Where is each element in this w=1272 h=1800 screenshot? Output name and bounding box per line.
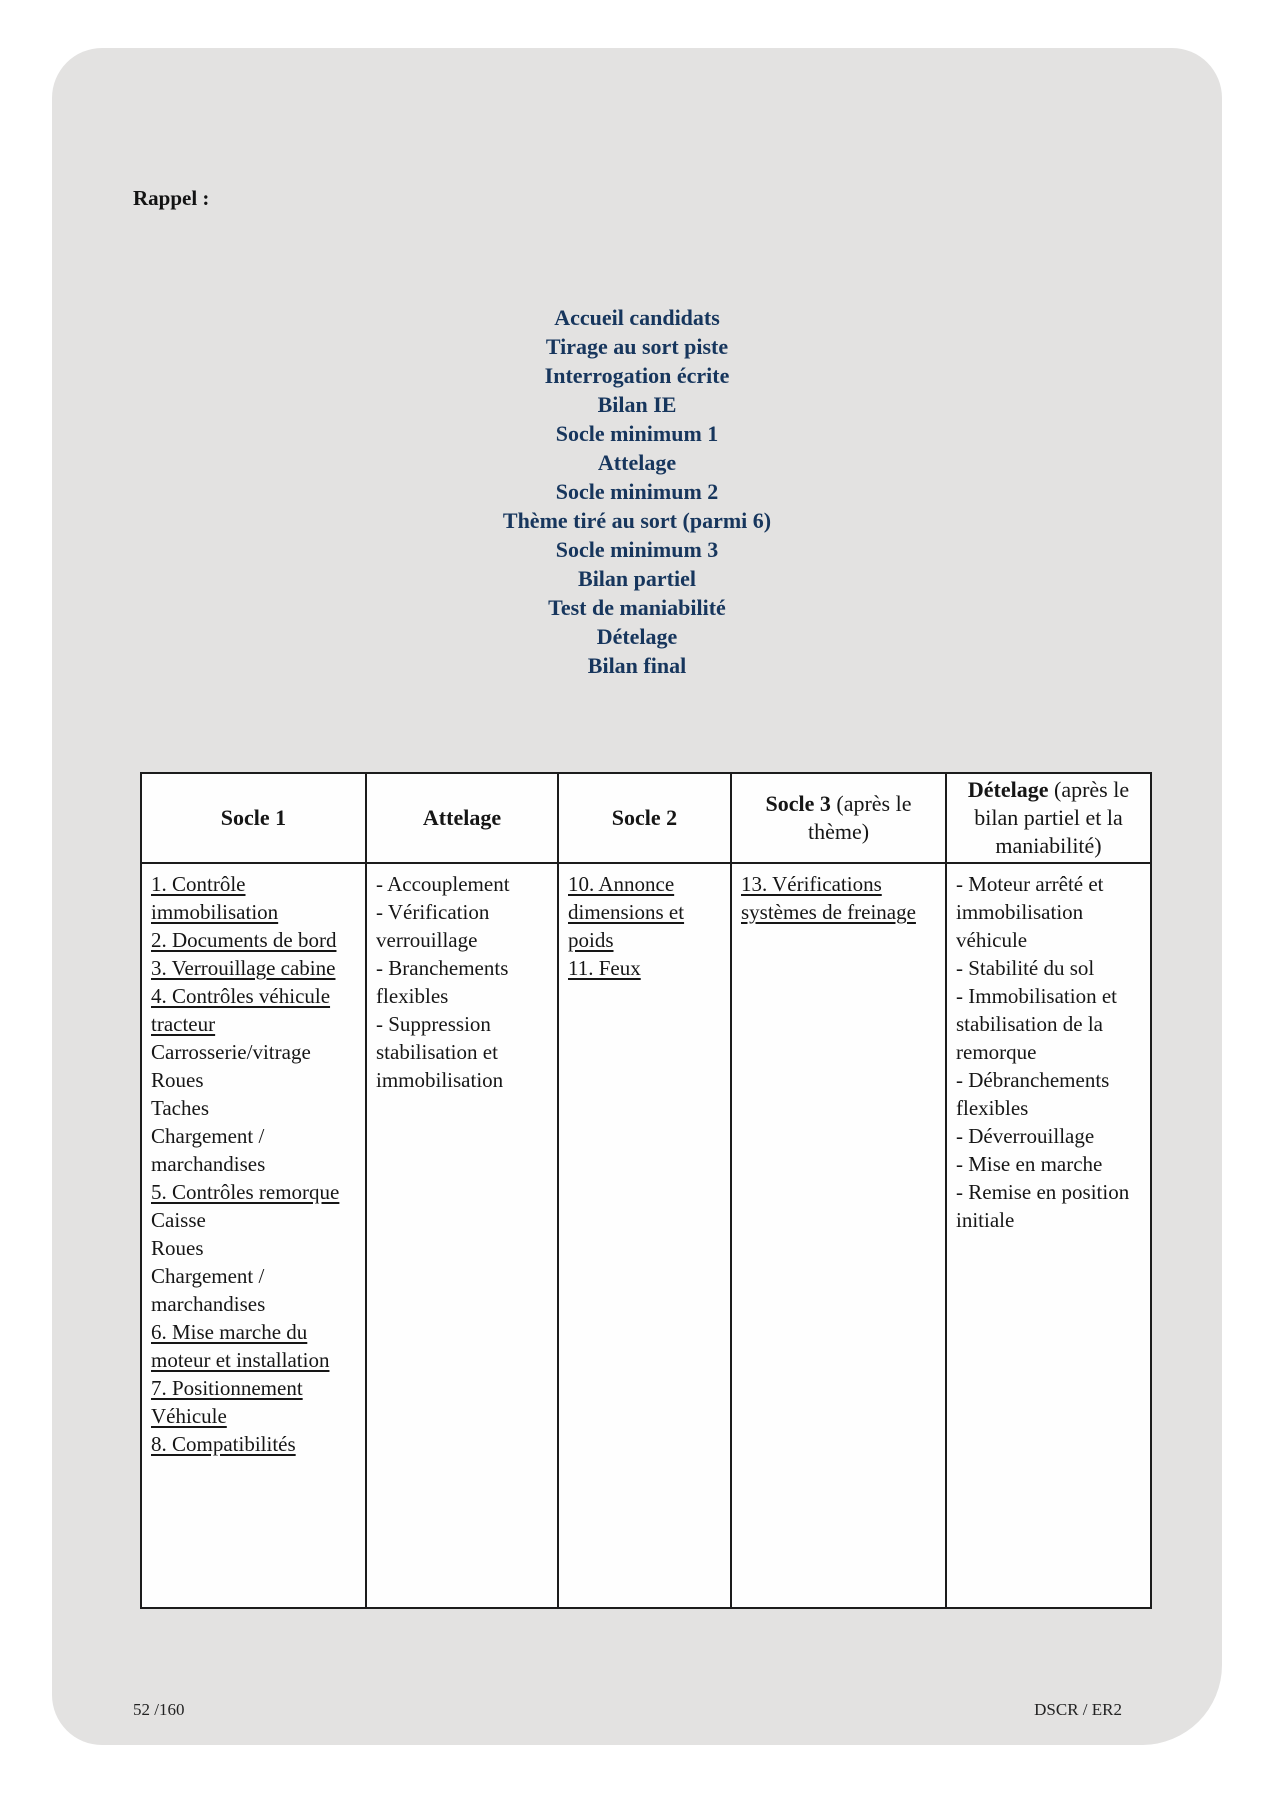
column-header: [366, 773, 558, 863]
column-header-title: Dételage: [967, 777, 1049, 802]
column-cell: [946, 863, 1151, 1608]
column-cell: [366, 863, 558, 1608]
sequence-item: Test de maniabilité: [548, 595, 726, 620]
checklist-subitem: Roues: [151, 1236, 204, 1260]
column-header: [731, 773, 946, 863]
column-header: [946, 773, 1151, 863]
column-header-note: (après le bilan partiel et la maniabilité): [974, 777, 1130, 858]
column-header-title: Socle 3: [765, 791, 831, 816]
sequence-item: Attelage: [597, 450, 677, 475]
checklist-subitem: Chargement / marchandises: [151, 1264, 266, 1316]
checklist-step: 11. Feux: [568, 956, 641, 980]
sequence-item: Bilan IE: [597, 392, 677, 417]
column-header-title: Socle 1: [220, 805, 287, 830]
sequence-item: Socle minimum 1: [555, 421, 719, 446]
checklist-subitem: Taches: [151, 1096, 209, 1120]
checklist-subitem: - Immobilisation et stabilisation de la remorque: [956, 984, 1117, 1064]
checklist-subitem: Roues: [151, 1068, 204, 1092]
exam-sequence-list: [52, 303, 1222, 680]
checklist-step: 2. Documents de bord: [151, 928, 337, 952]
checklist-subitem: - Moteur arrêté et immobilisation véhicule: [956, 872, 1104, 952]
exam-steps-table: [140, 772, 1152, 1609]
checklist-subitem: Carrosserie/vitrage: [151, 1040, 311, 1064]
document-reference: DSCR / ER2: [1034, 1700, 1122, 1719]
checklist-subitem: - Mise en marche: [956, 1152, 1103, 1176]
checklist-step: 13. Vérifications systèmes de freinage: [741, 872, 916, 924]
checklist-step: 7. Positionnement Véhicule: [151, 1376, 303, 1428]
page-number: 52 /160: [133, 1700, 185, 1719]
checklist-step: 4. Contrôles véhicule tracteur: [151, 984, 331, 1036]
checklist-subitem: - Branchements flexibles: [376, 956, 509, 1008]
table-header-row: [141, 773, 1151, 863]
checklist-subitem: - Suppression stabilisation et immobilisation: [376, 1012, 504, 1092]
column-header-note: (après le thème): [807, 791, 912, 844]
sequence-item: Tirage au sort piste: [545, 334, 729, 359]
checklist-step: 3. Verrouillage cabine: [151, 956, 336, 980]
checklist-subitem: - Débranchements flexibles: [956, 1068, 1110, 1120]
checklist-subitem: Caisse: [151, 1208, 206, 1232]
checklist-subitem: - Stabilité du sol: [956, 956, 1095, 980]
checklist-step: 5. Contrôles remorque: [151, 1180, 340, 1204]
sequence-item: Socle minimum 2: [555, 479, 719, 504]
sequence-item: Accueil candidats: [554, 305, 720, 330]
column-cell: [731, 863, 946, 1608]
sequence-item: Dételage: [596, 624, 678, 649]
sequence-item: Thème tiré au sort (parmi 6): [502, 508, 772, 533]
page-card: [52, 48, 1222, 1745]
checklist-subitem: - Vérification verrouillage: [376, 900, 490, 952]
table-body-row: [141, 863, 1151, 1608]
column-cell: [558, 863, 731, 1608]
checklist-subitem: - Accouplement: [376, 872, 510, 896]
column-header: [558, 773, 731, 863]
sequence-item: Socle minimum 3: [555, 537, 719, 562]
checklist-subitem: - Déverrouillage: [956, 1124, 1095, 1148]
checklist-subitem: Chargement / marchandises: [151, 1124, 266, 1176]
checklist-step: 6. Mise marche du moteur et installation: [151, 1320, 330, 1372]
column-header: [141, 773, 366, 863]
checklist-subitem: - Remise en position initiale: [956, 1180, 1130, 1232]
checklist-step: 1. Contrôle immobilisation: [151, 872, 279, 924]
checklist-step: 10. Annonce dimensions et poids: [568, 872, 685, 952]
column-header-title: Attelage: [422, 805, 502, 830]
sequence-item: Bilan partiel: [578, 566, 696, 591]
checklist-step: 8. Compatibilités: [151, 1432, 296, 1456]
column-cell: [141, 863, 366, 1608]
column-header-title: Socle 2: [611, 805, 678, 830]
page-heading: Rappel :: [133, 186, 210, 210]
sequence-item: Interrogation écrite: [544, 363, 730, 388]
sequence-item: Bilan final: [587, 653, 687, 678]
